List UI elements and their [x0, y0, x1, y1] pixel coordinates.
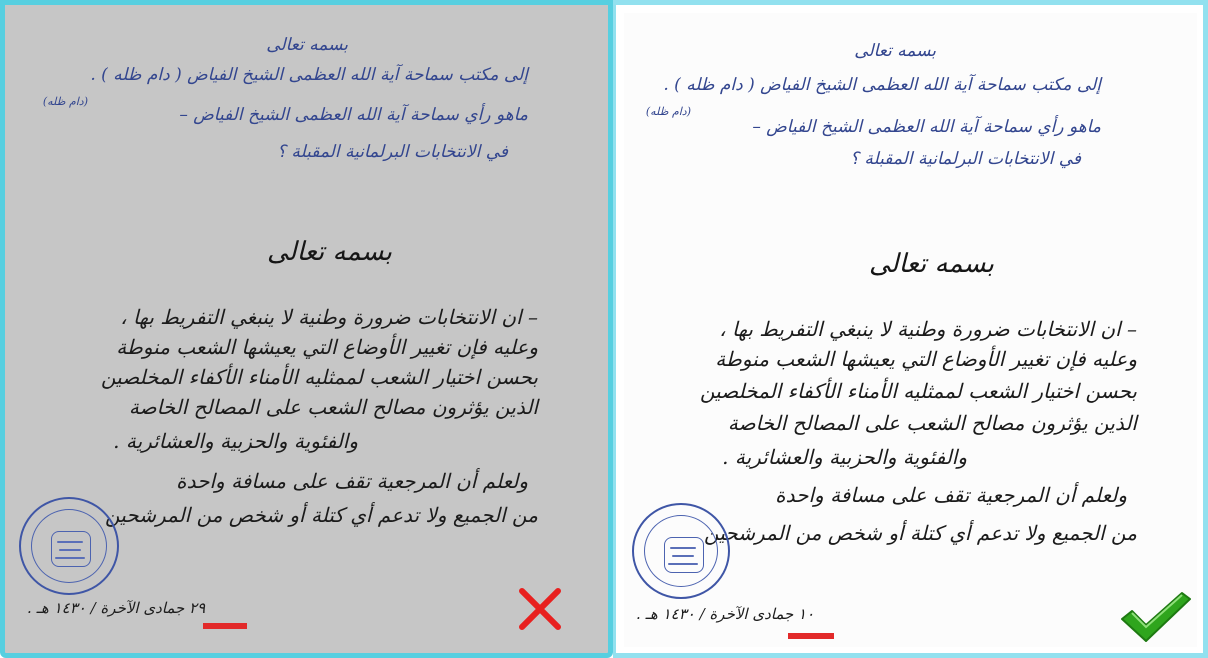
answer-line-4: الذين يؤثرون مصالح الشعب على المصالح الخاصة — [128, 395, 538, 419]
question-heading: بسمه تعالى — [266, 35, 348, 55]
green-check-icon — [1118, 589, 1194, 645]
answer-heading: بسمه تعالى — [267, 237, 392, 267]
question-line-2: ماهو رأي سماحة آية الله العظمى الشيخ الفياض – — [179, 105, 528, 125]
document-date: ١٠ جمادى الآخرة / ١٤٣٠ هـ . — [636, 605, 815, 623]
answer-line-1: – ان الانتخابات ضرورة وطنية لا ينبغي التفريط بها ، — [120, 305, 538, 329]
right-answer-block — [677, 317, 1137, 577]
date-underline-mark — [203, 623, 247, 629]
answer-heading: بسمه تعالى — [869, 249, 994, 279]
answer-line-7: من الجميع ولا تدعم أي كتلة أو شخص من المرشحين — [704, 521, 1137, 545]
answer-line-6: ولعلم أن المرجعية تقف على مسافة واحدة — [176, 469, 528, 493]
answer-line-2: وعليه فإن تغيير الأوضاع التي يعيشها الشعب منوطة — [116, 335, 538, 359]
question-line-1: إلى مكتب سماحة آية الله العظمى الشيخ الفياض ( دام ظله ) . — [663, 75, 1101, 95]
question-line-3: في الانتخابات البرلمانية المقبلة ؟ — [849, 149, 1081, 169]
question-line-1: إلى مكتب سماحة آية الله العظمى الشيخ الفياض ( دام ظله ) . — [90, 65, 528, 85]
question-note: (دام ظله) — [42, 95, 88, 108]
answer-line-2: وعليه فإن تغيير الأوضاع التي يعيشها الشعب منوطة — [715, 347, 1137, 371]
answer-line-3: بحسن اختيار الشعب لممثليه الأمناء الأكفاء المخلصين — [100, 365, 538, 389]
answer-line-6: ولعلم أن المرجعية تقف على مسافة واحدة — [775, 483, 1127, 507]
document-date: ٢٩ جمادى الآخرة / ١٤٣٠ هـ . — [27, 599, 206, 617]
question-line-3: في الانتخابات البرلمانية المقبلة ؟ — [276, 142, 508, 162]
office-seal-stamp — [632, 503, 730, 599]
answer-line-1: – ان الانتخابات ضرورة وطنية لا ينبغي التفريط بها ، — [719, 317, 1137, 341]
office-seal-stamp — [19, 497, 119, 595]
answer-line-5: والفئوية والحزبية والعشائرية . — [113, 429, 358, 453]
question-heading: بسمه تعالى — [854, 41, 936, 61]
answer-line-3: بحسن اختيار الشعب لممثليه الأمناء الأكفاء المخلصين — [699, 379, 1137, 403]
left-question-block — [8, 27, 528, 187]
date-underline-mark — [788, 633, 834, 639]
right-question-block — [631, 37, 1101, 187]
document-paper — [624, 13, 1197, 647]
answer-line-5: والفئوية والحزبية والعشائرية . — [722, 445, 967, 469]
question-note: (دام ظله) — [645, 105, 691, 118]
left-answer-block — [68, 305, 538, 565]
red-x-icon — [517, 587, 563, 631]
answer-line-4: الذين يؤثرون مصالح الشعب على المصالح الخاصة — [727, 411, 1137, 435]
right-document-panel — [613, 0, 1208, 658]
question-line-2: ماهو رأي سماحة آية الله العظمى الشيخ الفياض – — [752, 117, 1101, 137]
answer-line-7: من الجميع ولا تدعم أي كتلة أو شخص من المرشحين — [105, 503, 538, 527]
